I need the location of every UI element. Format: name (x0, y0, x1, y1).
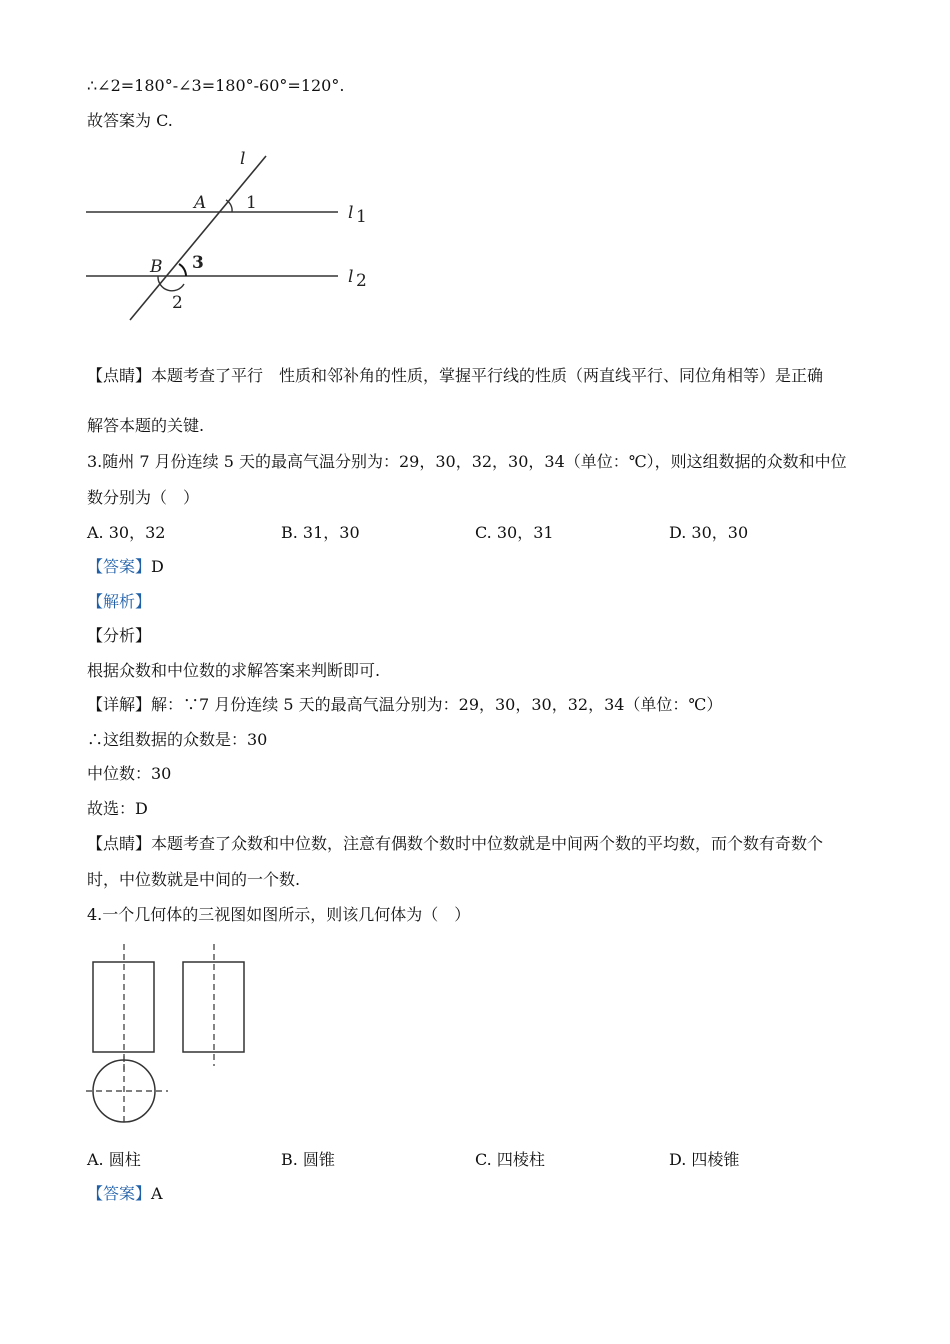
q4-option-b: B. 圆锥 (281, 1150, 335, 1169)
parallel-lines-figure (80, 150, 380, 330)
q3-option-d: D. 30，30 (669, 523, 749, 542)
label-angle-2: 2 (172, 293, 183, 313)
q3-option-c: C. 30，31 (475, 523, 554, 542)
q3-mode: ∴这组数据的众数是：30 (87, 730, 268, 749)
label-angle-3: 3 (192, 253, 204, 273)
q3-note-line2: 时，中位数就是中间的一个数. (87, 870, 301, 889)
q4-answer (87, 1184, 163, 1204)
q3-option-b: B. 31，30 (281, 523, 360, 542)
q4-option-d: D. 四棱锥 (669, 1150, 740, 1169)
q3-detail-tag: 【详解】 (87, 695, 152, 714)
solution-step-angle2: ∴∠2=180°-∠3=180°-60°=120°. (87, 76, 345, 95)
label-l2-sub: 2 (356, 271, 367, 291)
q3-answer-tag: 【答案】 (87, 557, 152, 576)
q3-fenxi-heading: 【分析】 (87, 626, 152, 645)
label-angle-1: 1 (246, 193, 257, 213)
q4-answer-tag: 【答案】 (87, 1184, 152, 1203)
label-l: l (240, 149, 246, 169)
question-4-text: 4.一个几何体的三视图如图所示，则该几何体为（ ） (87, 905, 471, 924)
question-3-text-cont: 数分别为（ ） (87, 488, 200, 507)
label-point-a: A (194, 193, 207, 213)
label-l1: l (348, 203, 354, 223)
q4-answer-value: A (151, 1184, 163, 1203)
three-view-figure (84, 940, 264, 1130)
key-point-line2: 解答本题的关键. (87, 416, 205, 435)
answer-line: 故答案为 C. (87, 111, 173, 130)
q4-option-c: C. 四棱柱 (475, 1150, 545, 1169)
q3-note-line1 (87, 834, 823, 854)
transversal-l (130, 156, 266, 320)
q3-detail-text: 解：∵7 月份连续 5 天的最高气温分别为：29，30，30，32，34（单位：℃） (151, 695, 723, 714)
angle-1-arc (226, 200, 232, 212)
label-l1-sub: 1 (356, 207, 367, 227)
label-point-b: B (150, 257, 163, 277)
q3-option-a: A. 30，32 (87, 523, 166, 542)
q3-choice: 故选：D (87, 799, 148, 818)
q3-answer-value: D (151, 557, 164, 576)
q4-option-a: A. 圆柱 (87, 1150, 141, 1169)
key-point-line1 (87, 366, 823, 386)
q3-detail (87, 695, 722, 715)
q3-answer (87, 557, 164, 577)
key-point-text: 本题考查了平行 性质和邻补角的性质，掌握平行线的性质（两直线平行、同位角相等）是正确 (151, 366, 824, 385)
q3-fenxi-text: 根据众数和中位数的求解答案来判断即可. (87, 661, 381, 680)
q3-note-tag: 【点睛】 (87, 834, 152, 853)
question-3-text: 3.随州 7 月份连续 5 天的最高气温分别为：29，30，32，30，34（单位：℃），则这组数据的众数和中位 (87, 452, 847, 471)
angle-3-arc (179, 264, 186, 276)
q3-note-text: 本题考查了众数和中位数，注意有偶数个数时中位数就是中间两个数的平均数，而个数有奇数个 (151, 834, 824, 853)
q3-analysis-heading: 【解析】 (87, 592, 152, 611)
angle-2-arc (158, 276, 184, 291)
q3-median: 中位数：30 (87, 764, 172, 783)
label-l2: l (348, 267, 354, 287)
key-point-tag: 【点睛】 (87, 366, 152, 385)
